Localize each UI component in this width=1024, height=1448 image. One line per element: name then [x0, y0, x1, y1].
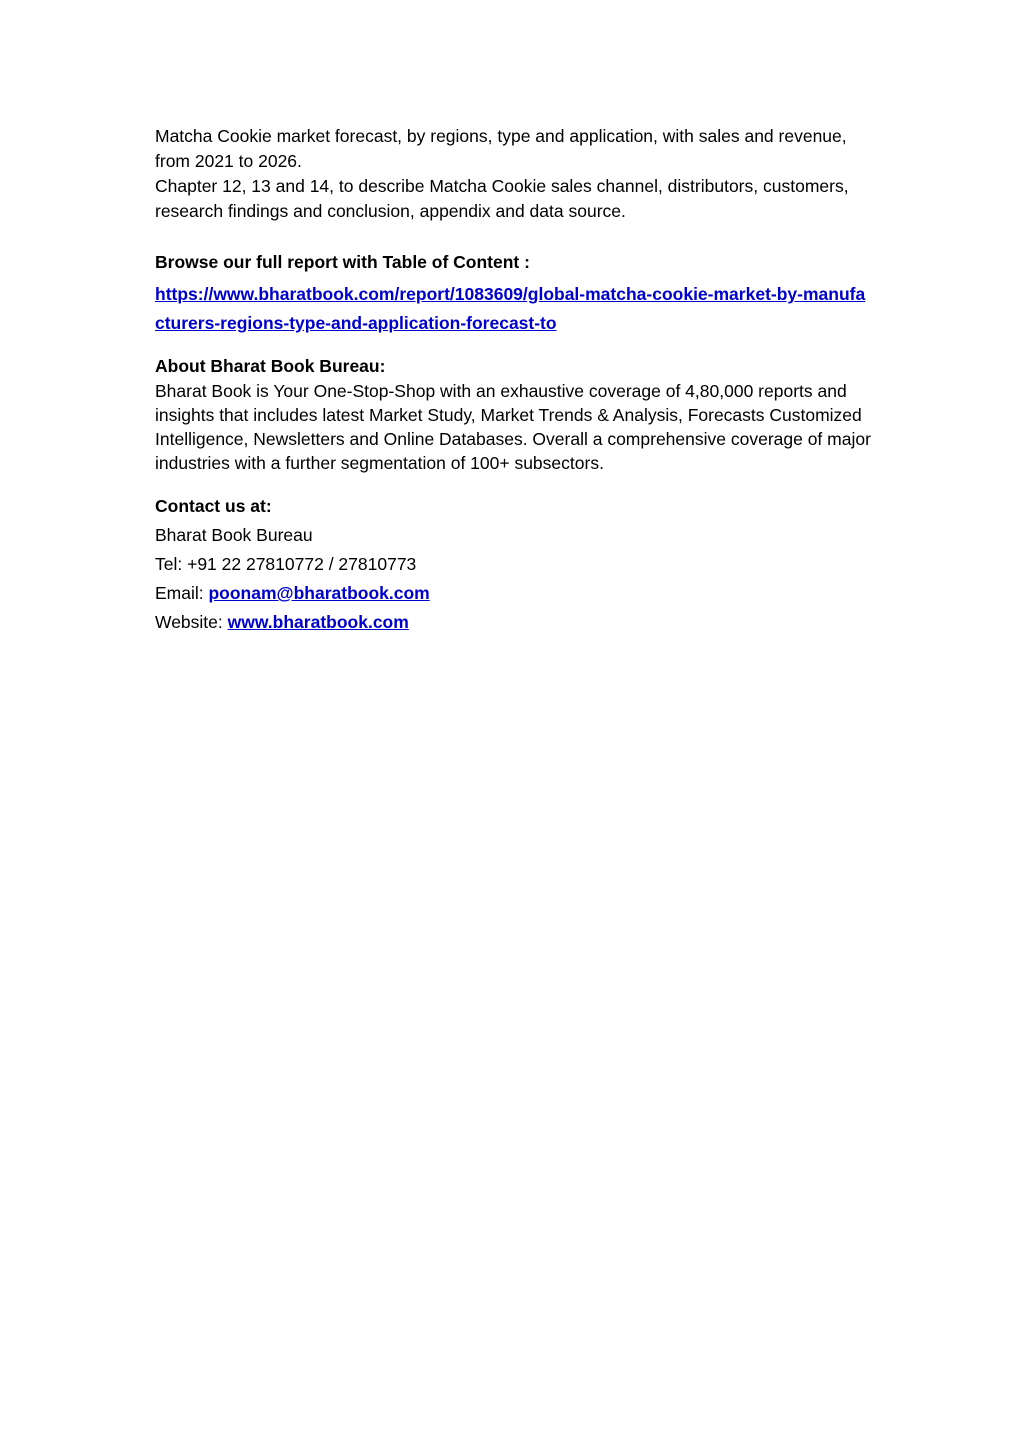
contact-company: Bharat Book Bureau	[155, 525, 313, 545]
email-link[interactable]: poonam@bharatbook.com	[208, 583, 430, 603]
intro-paragraph-2: Chapter 12, 13 and 14, to describe Matcha Cookie sales channel, distributors, customers, research findings and conclusion, appendix and data source.	[155, 176, 849, 221]
contact-heading: Contact us at:	[155, 496, 272, 516]
about-heading: About Bharat Book Bureau:	[155, 356, 386, 376]
page-content	[155, 124, 875, 637]
about-body: Bharat Book is Your One-Stop-Shop with an exhaustive coverage of 4,80,000 reports and insights that includes latest Market Study, Market Trends & Analysis, Forecasts Customized Intelligence, Newsletters and Online Databases. Overall a comprehensive coverage of major industries with a further segmentation of 100+ subsectors.	[155, 381, 871, 473]
website-link[interactable]: www.bharatbook.com	[227, 612, 409, 632]
contact-email-label: Email:	[155, 583, 209, 603]
contact-website-label: Website:	[155, 612, 228, 632]
contact-tel: Tel: +91 22 27810772 / 27810773	[155, 554, 417, 574]
browse-heading: Browse our full report with Table of Content :	[155, 252, 530, 272]
report-link[interactable]: https://www.bharatbook.com/report/1083609/global-matcha-cookie-market-by-manufacturers-regions-type-and-application-forecast-to	[155, 284, 866, 333]
contact-email-line	[155, 579, 875, 608]
intro-paragraph-1: Matcha Cookie market forecast, by regions, type and application, with sales and revenue, from 2021 to 2026.	[155, 126, 847, 171]
contact-website-line	[155, 608, 875, 637]
